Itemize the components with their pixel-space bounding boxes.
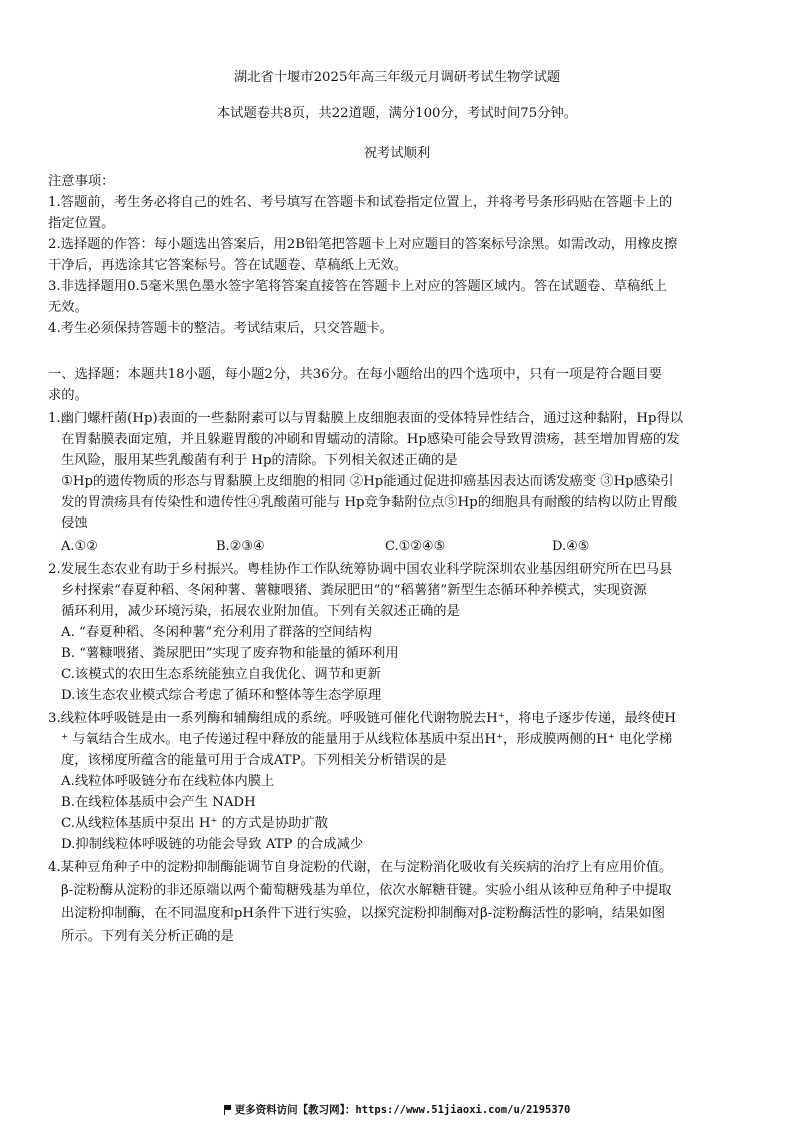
notice-line: 指定位置。	[48, 216, 115, 231]
question-1-option-d: D.④⑤	[552, 539, 590, 554]
question-4-text: 4.某种豆角种子中的淀粉抑制酶能调节自身淀粉的代谢，在与淀粉消化吸收有关疾病的治疗上有应用价值。	[48, 860, 673, 875]
question-3-text: ⁺ 与氧结合生成水。电子传递过程中释放的能量用于从线粒体基质中泵出H⁺，形成膜两侧的H⁺ 电化学梯	[61, 732, 673, 747]
question-2-option-a: A. “春夏种稻、冬闲种薯”充分利用了群落的空间结构	[61, 625, 372, 640]
notice-heading: 注意事项：	[48, 174, 115, 189]
question-4-text: 出淀粉抑制酶，在不同温度和pH条件下进行实验，以探究淀粉抑制酶对β-淀粉酶活性的影响，结果如图	[61, 906, 666, 921]
question-3-text: 度，该梯度所蕴含的能量可用于合成ATP。下列相关分析错误的是	[61, 753, 447, 768]
exam-title: 湖北省十堰市2025年高三年级元月调研考试生物学试题	[233, 70, 561, 85]
question-2-option-c: C.该模式的农田生态系统能独立自我优化、调节和更新	[61, 667, 381, 682]
question-4-text: β-淀粉酶从淀粉的非还原端以两个葡萄糖残基为单位，依次水解糖苷键。实验小组从该种豆角种子中提取	[61, 883, 672, 898]
notice-line: 3.非选择题用0.5毫米黑色墨水签字笔将答案直接答在答题卡上对应的答题区域内。答在试题卷、草稿纸上	[48, 279, 667, 294]
question-1-statement: ①Hp的遗传物质的形态与胃黏膜上皮细胞的相同 ②Hp能通过促进抑癌基因表达而诱发癌变 ③Hp感染引	[61, 474, 674, 489]
question-1-text: 在胃黏膜表面定殖，并且躲避胃酸的冲刷和胃蠕动的清除。Hp感染可能会导致胃溃疡，甚至增加胃癌的发	[61, 432, 680, 447]
question-1-statement: 发的胃溃疡具有传染性和遗传性④乳酸菌可能与 Hp竞争黏附位点⑤Hp的细胞具有耐酸的结构以防止胃酸	[61, 495, 678, 510]
notice-line: 无效。	[48, 300, 88, 315]
question-4-text: 所示。下列有关分析正确的是	[61, 929, 234, 944]
question-2-option-d: D.该生态农业模式综合考虑了循环和整体等生态学原理	[61, 688, 382, 703]
question-2-text: 2.发展生态农业有助于乡村振兴。粤桂协作工作队统筹协调中国农业科学院深圳农业基因组研究所在巴马县	[48, 562, 673, 577]
question-1-text: 1.幽门螺杆菌(Hp)表面的一些黏附素可以与胃黏膜上皮细胞表面的受体特异性结合，通过这种黏附，Hp得以	[48, 411, 684, 426]
question-3-option-b: B.在线粒体基质中会产生 NADH	[61, 795, 256, 810]
question-1-statement: 侵蚀	[61, 516, 88, 531]
question-3-text: 3.线粒体呼吸链是由一系列酶和辅酶组成的系统。呼吸链可催化代谢物脱去H⁺，将电子逐步传递，最终使H	[48, 711, 676, 726]
exam-subtitle: 本试题卷共8页，共22道题，满分100分，考试时间75分钟。	[216, 106, 578, 121]
question-3-option-a: A.线粒体呼吸链分布在线粒体内膜上	[61, 774, 275, 789]
flag-icon	[224, 1105, 232, 1114]
footer-text[interactable]: 更多资料访问【教习网】：https://www.51jiaoxi.com/u/2195370	[234, 1104, 571, 1116]
notice-line: 1.答题前，考生务必将自己的姓名、考号填写在答题卡和试卷指定位置上，并将考号条形码贴在答题卡上的	[48, 195, 673, 210]
exam-blessing: 祝考试顺利	[363, 146, 431, 161]
question-1-text: 生风险，服用某些乳酸菌有利于 Hp的清除。下列相关叙述正确的是	[61, 453, 458, 468]
question-2-option-b: B. “薯糠喂猪、粪尿肥田”实现了废弃物和能量的循环利用	[61, 646, 399, 661]
question-2-text: 乡村探索“春夏种稻、冬闲种薯、薯糠喂猪、粪尿肥田”的“稻薯猪”新型生态循环种养模式，实现资源	[61, 583, 647, 598]
notice-line: 4.考生必须保持答题卡的整洁。考试结束后，只交答题卡。	[48, 321, 394, 336]
question-1-option-c: C.①②④⑤	[385, 539, 446, 554]
notice-line: 2.选择题的作答：每小题选出答案后，用2B铅笔把答题卡上对应题目的答案标号涂黑。如需改动，用橡皮擦	[48, 237, 678, 252]
notice-line: 干净后，再选涂其它答案标号。答在试题卷、草稿纸上无效。	[48, 258, 408, 273]
question-1-option-b: B.②③④	[216, 539, 265, 554]
section-heading: 求的。	[48, 388, 88, 403]
section-heading: 一、选择题：本题共18小题，每小题2分，共36分。在每小题给出的四个选项中，只有一项是符合题目要	[48, 367, 663, 382]
question-1-option-a: A.①②	[61, 539, 98, 554]
question-3-option-c: C.从线粒体基质中泵出 H⁺ 的方式是协助扩散	[61, 816, 329, 831]
footer-link[interactable]	[0, 1103, 794, 1117]
question-2-text: 循环利用，减少环境污染，拓展农业附加值。下列有关叙述正确的是	[61, 604, 460, 619]
question-3-option-d: D.抑制线粒体呼吸链的功能会导致 ATP 的合成减少	[61, 837, 364, 852]
